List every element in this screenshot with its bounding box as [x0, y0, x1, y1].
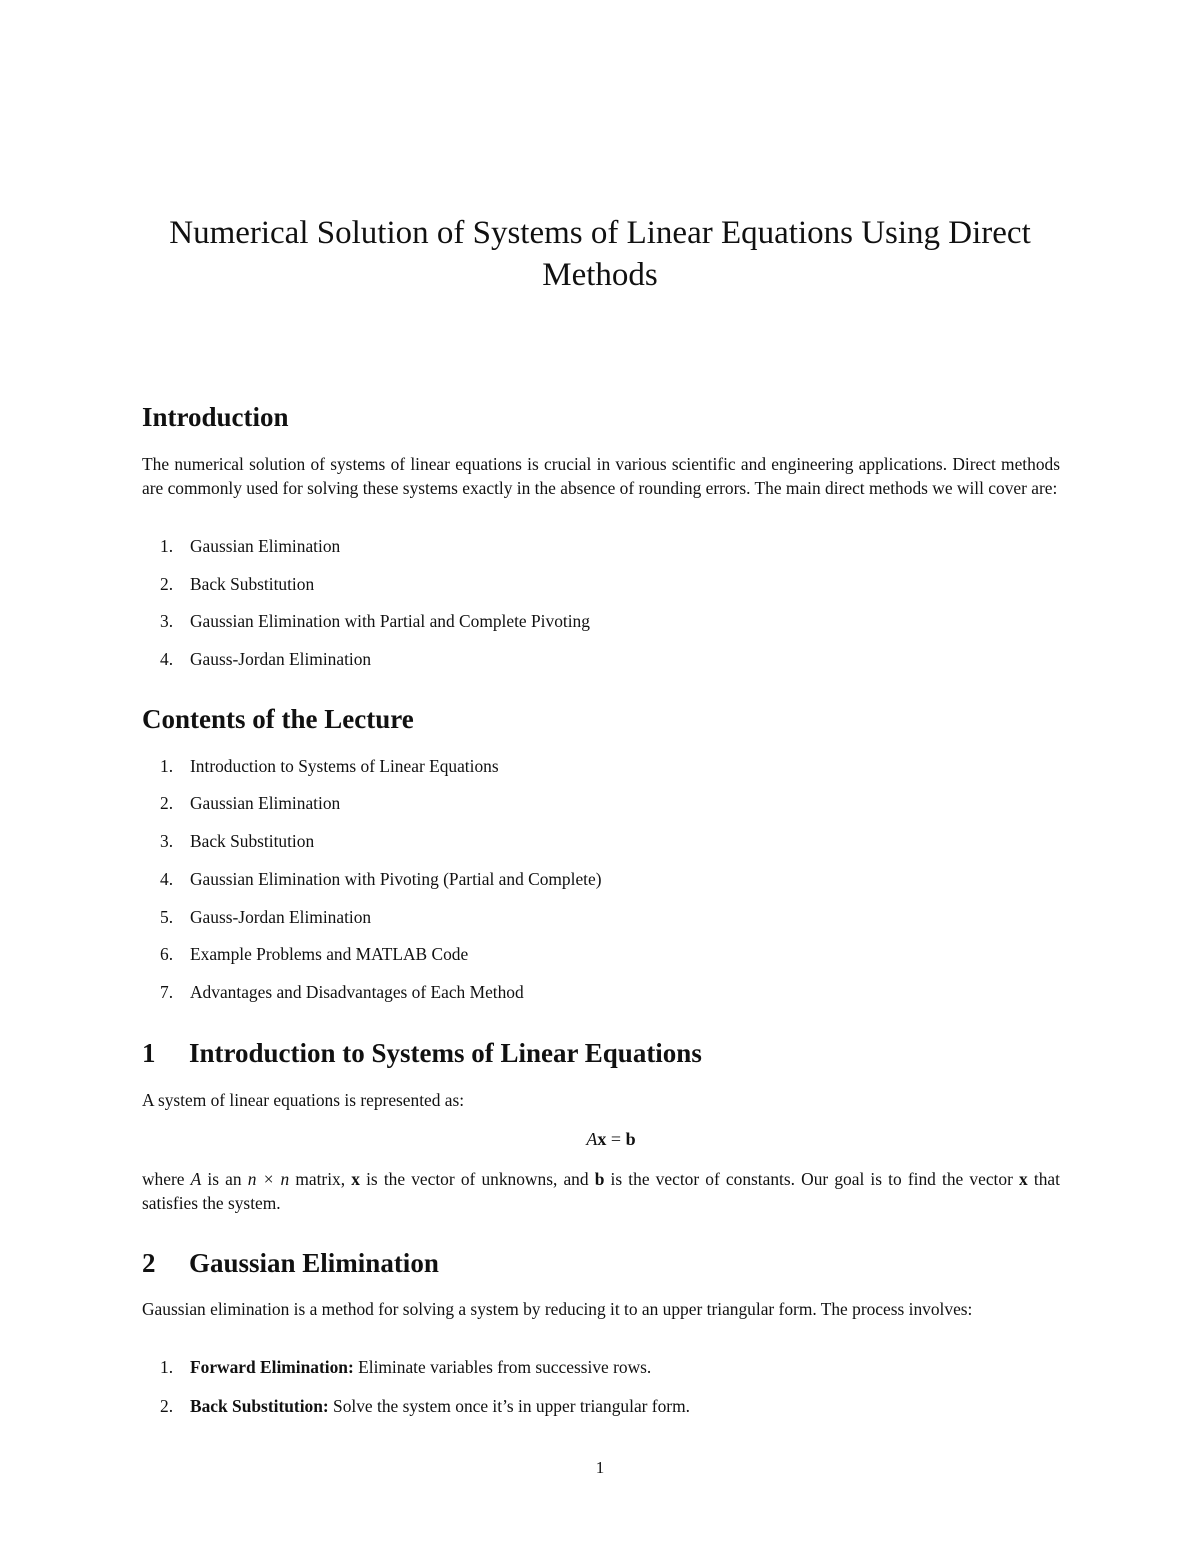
section2-paragraph: Gaussian elimination is a method for solving a system by reducing it to an upper triangular form. The process involves:: [142, 1299, 973, 1319]
document-title: Numerical Solution of Systems of Linear Equations Using Direct Methods: [169, 215, 1031, 293]
section1-intro: A system of linear equations is represented as:: [142, 1090, 465, 1110]
list-item: 4. Gaussian Elimination with Pivoting (Partial and Complete): [160, 869, 602, 889]
section-heading-1: 1 Introduction to Systems of Linear Equations: [142, 1038, 702, 1068]
section1-description: where A is an n × n matrix, x is the vector of unknowns, and b is the vector of constants. Our goal is to find the vector x that satisfies the system.: [142, 1169, 1060, 1213]
section-heading-2: 2 Gaussian Elimination: [142, 1248, 439, 1278]
list-item: 2. Back Substitution: [160, 574, 315, 594]
list-item: 1. Introduction to Systems of Linear Equations: [160, 756, 499, 776]
list-item: 2. Gaussian Elimination: [160, 793, 341, 813]
list-item: 1. Forward Elimination: Eliminate variables from successive rows.: [160, 1357, 652, 1377]
list-item: 5. Gauss-Jordan Elimination: [160, 907, 372, 927]
list-item: 6. Example Problems and MATLAB Code: [160, 944, 469, 964]
section-heading-contents: Contents of the Lecture: [142, 704, 414, 734]
list-item: 3. Gaussian Elimination with Partial and Complete Pivoting: [160, 611, 590, 631]
page-number: 1: [595, 1458, 605, 1477]
introduction-paragraph: The numerical solution of systems of linear equations is crucial in various scientific and engineering applications. Direct methods are commonly used for solving these systems exactly in the absence of rounding errors. The main direct methods we will cover are:: [142, 454, 1060, 498]
list-item: 7. Advantages and Disadvantages of Each Method: [160, 982, 524, 1002]
section-heading-introduction: Introduction: [142, 402, 289, 432]
list-item: 1. Gaussian Elimination: [160, 536, 341, 556]
list-item: 4. Gauss-Jordan Elimination: [160, 649, 372, 669]
list-item: 3. Back Substitution: [160, 831, 315, 851]
list-item: 2. Back Substitution: Solve the system once it’s in upper triangular form.: [160, 1396, 690, 1416]
equation-ax-b: Ax = b: [586, 1129, 636, 1149]
